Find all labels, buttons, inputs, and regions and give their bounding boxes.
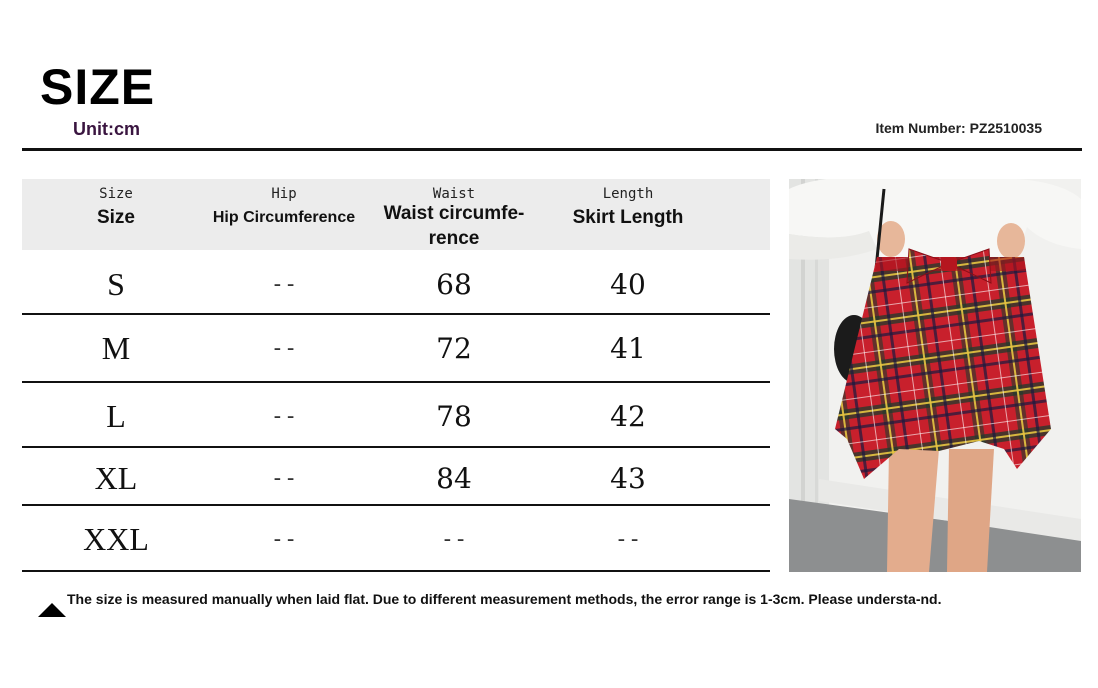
column-header-waist [372,179,536,250]
length-cell: 41 [610,331,646,365]
page-title: SIZE [40,59,156,115]
column-header-length [542,179,714,250]
column-header-length-small: Length [602,186,654,202]
column-header-size-small: Size [99,186,133,202]
measurement-note: The size is measured manually when laid flat. Due to different measurement methods, the error range is 1-3cm. Please understa-nd. [67,591,942,607]
row-divider [22,570,770,572]
column-header-hip-small: Hip [271,186,297,202]
column-header-size [22,179,210,250]
size-cell: XXL [83,520,149,557]
waist-cell: 68 [436,267,472,301]
waist-cell: 78 [436,399,472,433]
hip-cell: -- [270,335,298,361]
column-header-waist-small: Waist [432,186,476,202]
column-header-waist-label: Waist circumfe-rence [383,203,525,249]
item-number: Item Number: PZ2510035 [875,120,1042,136]
table-row [22,385,770,447]
row-divider [22,446,770,448]
size-table [22,179,770,574]
length-cell: 40 [610,267,646,301]
column-header-hip [196,179,372,250]
product-photo [789,179,1081,572]
row-divider [22,381,770,383]
size-cell: S [107,265,125,302]
size-cell: XL [94,459,138,496]
length-cell: -- [614,526,642,552]
column-header-hip-label: Hip Circumference [212,209,356,226]
triangle-icon [38,603,66,617]
hip-cell: -- [270,465,298,491]
table-row [22,317,770,379]
row-divider [22,313,770,315]
header-divider [22,148,1082,151]
size-cell: M [101,329,131,366]
waist-cell: 84 [436,461,472,495]
length-cell: 43 [610,461,646,495]
table-row [22,450,770,506]
size-cell: L [106,397,126,434]
waist-cell: 72 [436,331,472,365]
waist-cell: -- [440,526,468,552]
row-divider [22,504,770,506]
length-cell: 42 [610,399,646,433]
unit-label: Unit:cm [73,119,140,139]
hip-cell: -- [270,403,298,429]
table-row [22,508,770,570]
table-header [22,179,770,250]
hip-cell: -- [270,271,298,297]
hip-cell: -- [270,526,298,552]
table-row [22,255,770,313]
column-header-length-label: Skirt Length [572,207,684,228]
column-header-size-label: Size [96,207,136,228]
